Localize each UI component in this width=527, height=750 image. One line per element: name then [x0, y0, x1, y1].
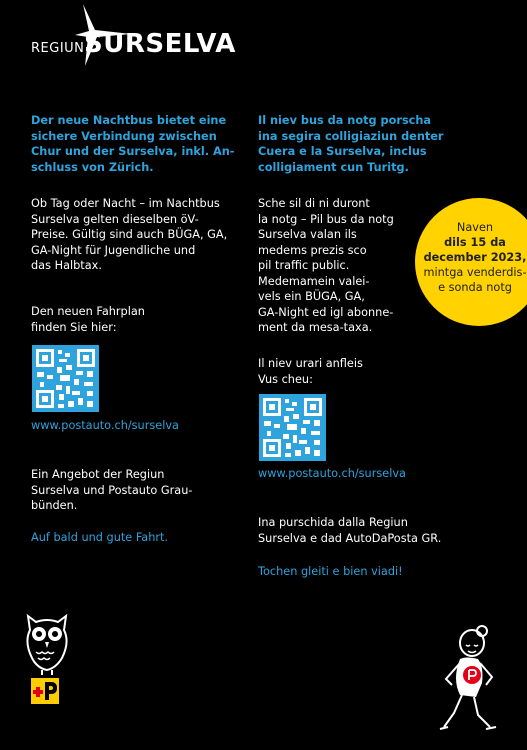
german-link[interactable]: www.postauto.ch/surselva	[31, 419, 179, 432]
german-paragraph-1: Ob Tag oder Nacht – im Nachtbus Surselva gelten dieselben öV- Preise. Gültig sind auch BÜGA, GA, GA-Night für Jugendliche und das Halbtax.	[31, 197, 228, 272]
romansh-offer	[258, 515, 468, 546]
german-offer	[31, 467, 241, 514]
romansh-column	[258, 113, 468, 175]
badge-line-2: dils 15 da	[444, 236, 506, 249]
date-badge	[415, 198, 527, 326]
surselva-logo	[31, 4, 236, 66]
logo-regiun: REGIUN	[31, 41, 85, 56]
romansh-paragraph-3: Ina purschida dalla Regiun Surselva e dad AutoDaPosta GR.	[258, 516, 442, 545]
badge-line-3: december 2023,	[423, 251, 527, 264]
german-paragraph-2: Den neuen Fahrplan finden Sie hier:	[31, 305, 145, 334]
romansh-closing: Tochen gleiti e bien viadi!	[258, 565, 403, 578]
romansh-closing-wrap	[258, 564, 468, 580]
german-lead: Der neue Nachtbus bietet eine sichere Verbindung zwischen Chur und der Surselva, inkl. An- schluss von Zürich.	[31, 114, 235, 174]
romansh-lead: Il niev bus da notg porscha ina segira colligiaziun denter Cuera e la Surselva, inclus colligiament cun Turitg.	[258, 114, 444, 174]
german-link-wrap	[31, 418, 241, 434]
romansh-body	[258, 196, 418, 336]
logo-surselva: SURSELVA	[84, 29, 236, 59]
owl-icon	[22, 612, 72, 676]
qr-code-icon[interactable]	[259, 394, 326, 461]
romansh-timetable	[258, 356, 468, 387]
qr-code-icon[interactable]	[32, 345, 99, 412]
badge-line-4: mintga venderdis-	[423, 266, 527, 279]
romansh-link-wrap	[258, 466, 468, 482]
romansh-paragraph-1: Sche sil di ni duront la notg – Pil bus da notg Surselva valan ils medems prezis sco pil traffic public. Medemamein valei- vels ein BÜGA, GA, GA-Night ed igl abonne- ment da mesa-taxa.	[258, 197, 394, 334]
german-paragraph-3: Ein Angebot der Regiun Surselva und Postauto Grau- bünden.	[31, 468, 193, 512]
german-timetable	[31, 304, 241, 335]
romansh-paragraph-2: Il niev urari anfleis Vus cheu:	[258, 357, 363, 386]
badge-line-5: e sonda notg	[438, 281, 512, 294]
german-closing: Auf bald und gute Fahrt.	[31, 531, 169, 544]
badge-line-1: Naven	[456, 221, 494, 234]
romansh-link[interactable]: www.postauto.ch/surselva	[258, 467, 406, 480]
postauto-logo-icon	[31, 678, 59, 704]
walking-person-icon	[438, 623, 498, 733]
german-column	[31, 113, 241, 175]
german-closing-wrap	[31, 530, 241, 546]
german-body	[31, 196, 241, 274]
